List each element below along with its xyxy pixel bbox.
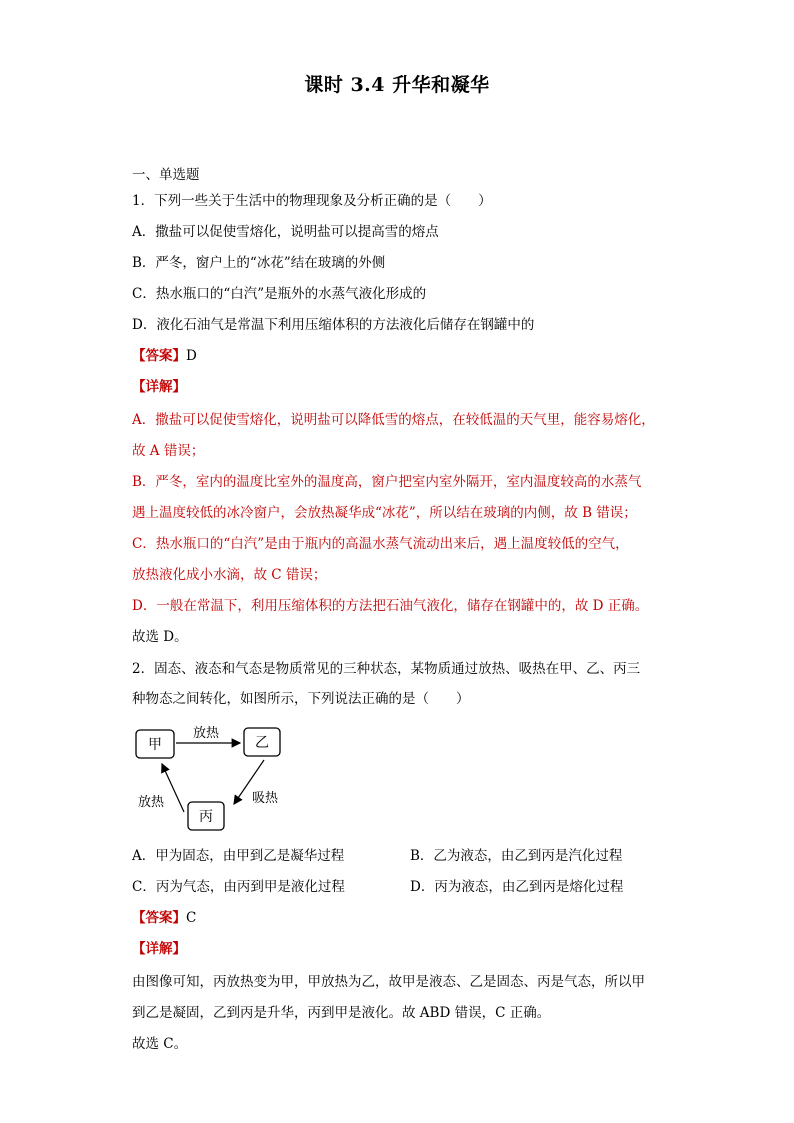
box-bing-label: 丙 xyxy=(199,809,213,825)
q1-detail-line: B．严冬，室内的温度比室外的温度高，窗户把室内室外隔开，室内温度较高的水蒸气 xyxy=(132,474,642,490)
q2-detail-label: 【详解】 xyxy=(132,941,186,957)
q2-option-b: B．乙为液态，由乙到丙是汽化过程 xyxy=(410,848,623,864)
answer-label: 【答案】 xyxy=(132,348,186,364)
q1-detail-line: C．热水瓶口的“白汽”是由于瓶内的高温水蒸气流动出来后，遇上温度较低的空气， xyxy=(132,536,629,552)
q2-detail-line: 由图像可知，丙放热变为甲，甲放热为乙，故甲是液态、乙是固态、丙是气态，所以甲 xyxy=(132,974,645,990)
q2-conclusion: 故选 C。 xyxy=(132,1036,188,1052)
q1-answer xyxy=(132,346,197,366)
q1-detail-line: 放热液化成小水滴，故 C 错误； xyxy=(132,567,327,583)
q2-detail-line: 到乙是凝固，乙到丙是升华，丙到甲是液化。故 ABD 错误，C 正确。 xyxy=(132,1005,551,1021)
state-transition-diagram xyxy=(132,720,312,840)
q1-detail-line: 故 A 错误； xyxy=(132,443,205,459)
arrow-bing-to-jia xyxy=(162,764,184,812)
answer-value: C xyxy=(186,910,197,926)
q1-stem: 1．下列一些关于生活中的物理现象及分析正确的是（ ） xyxy=(132,193,492,209)
q1-detail-label: 【详解】 xyxy=(132,379,186,395)
answer-label: 【答案】 xyxy=(132,910,186,926)
q2-option-c: C．丙为气态，由丙到甲是液化过程 xyxy=(132,879,345,895)
q1-detail-line: A．撒盐可以促使雪熔化，说明盐可以降低雪的熔点，在较低温的天气里，能容易熔化， xyxy=(132,412,655,428)
arrow-label-left: 放热 xyxy=(138,795,165,810)
answer-value: D xyxy=(186,348,197,364)
arrow-label-top: 放热 xyxy=(192,726,220,741)
page-title: 课时 3.4 升华和凝华 xyxy=(304,74,490,96)
q1-option-d: D．液化石油气是常温下利用压缩体积的方法液化后储存在钢罐中的 xyxy=(132,317,535,333)
box-yi-label: 乙 xyxy=(255,735,269,751)
q1-detail-line: 遇上温度较低的冰冷窗户，会放热凝华成“冰花”，所以结在玻璃的内侧，故 B 错误； xyxy=(132,505,637,521)
q2-answer xyxy=(132,908,196,928)
q2-stem-line: 2．固态、液态和气态是物质常见的三种状态，某物质通过放热、吸热在甲、乙、丙三 xyxy=(132,661,641,677)
q1-detail-line: D．一般在常温下，利用压缩体积的方法把石油气液化，储存在钢罐中的，故 D 正确。 xyxy=(132,598,649,614)
q1-option-c: C．热水瓶口的“白汽”是瓶外的水蒸气液化形成的 xyxy=(132,286,427,302)
q2-option-d: D．丙为液态，由乙到丙是熔化过程 xyxy=(410,879,624,895)
q1-option-a: A．撒盐可以促使雪熔化，说明盐可以提高雪的熔点 xyxy=(132,224,439,240)
q2-stem-line: 种物态之间转化，如图所示，下列说法正确的是（ ） xyxy=(132,691,470,707)
section-heading: 一、单选题 xyxy=(132,167,200,183)
q1-conclusion: 故选 D。 xyxy=(132,629,188,645)
q1-option-b: B．严冬，窗户上的“冰花”结在玻璃的外侧 xyxy=(132,255,386,271)
box-jia-label: 甲 xyxy=(148,737,162,753)
q2-option-a: A．甲为固态，由甲到乙是凝华过程 xyxy=(132,848,345,864)
arrow-label-right: 吸热 xyxy=(252,791,279,806)
